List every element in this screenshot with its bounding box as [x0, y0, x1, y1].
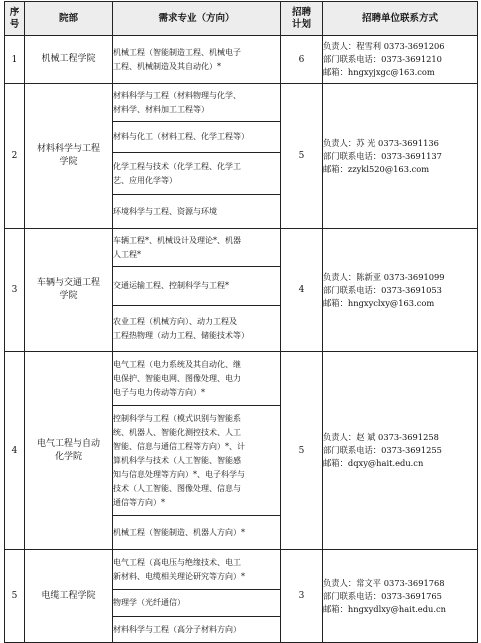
recruitment-plan: 4	[281, 229, 323, 352]
row-number: 2	[5, 84, 25, 229]
header-contact: 招聘单位联系方式	[323, 2, 478, 36]
college-name-line: 车辆与交通工程	[36, 278, 100, 288]
specialty-cell	[113, 36, 281, 84]
header-row	[5, 2, 478, 36]
college-name-line: 学院	[59, 157, 78, 167]
specialty-line: 新材料、电缆相关理论研究等方向）*	[113, 571, 245, 581]
college-name	[25, 352, 113, 550]
specialty-line: 通信等方向）*	[113, 497, 165, 507]
specialty-cell	[113, 122, 281, 153]
contact-phone: 部门联系电话：0373-3691210	[323, 54, 442, 64]
contact-person: 负责人：常文平 0373-3691768	[323, 577, 445, 588]
specialty-line: 电保护、智能电网、图像处理、电力	[113, 373, 241, 383]
contact-email: 邮箱：hngxyclxy@163.com	[323, 297, 435, 308]
specialty-cell	[113, 590, 281, 617]
contact-email: 邮箱：hngxyjxgc@163.com	[323, 67, 435, 77]
college-name-line: 材料科学与工程	[36, 144, 100, 154]
header-major: 需求专业（方向）	[113, 2, 281, 36]
specialty-line: 车辆工程*、机械设计及理论*、机器	[113, 235, 241, 245]
specialty-line: 电子与电力传动等方向）*	[113, 387, 205, 397]
specialty-cell	[113, 617, 281, 643]
specialty-line: 电气工程（高电压与绝缘技术、电工	[113, 557, 241, 567]
specialty-line: 工程热物理（动力工程、储能技术等）	[113, 330, 249, 340]
specialty-line: 艺、应用化学等）	[113, 175, 177, 185]
header-college: 院部	[25, 2, 113, 36]
contact-info	[323, 36, 478, 84]
recruitment-plan: 6	[281, 36, 323, 84]
specialty-line: 知与信息处理等方向）*、电子科学与	[113, 469, 245, 479]
specialty-line: 机械工程（智能制造、机器人方向）*	[113, 527, 245, 537]
college-name	[25, 229, 113, 352]
contact-email: 邮箱：hngxydlxy@hait.edu.cn	[323, 603, 446, 614]
specialty-line: 材料科学与工程（高分子材料方向）	[113, 624, 241, 634]
college-name-line: 电缆工程学院	[41, 590, 96, 601]
specialty-line: 人工程*	[113, 249, 141, 259]
recruitment-plan: 3	[281, 550, 323, 643]
contact-person: 负责人：赵 斌 0373-3691258	[323, 432, 439, 442]
table-row	[5, 550, 478, 590]
specialty-cell	[113, 153, 281, 195]
specialty-cell	[113, 267, 281, 306]
contact-info	[323, 550, 478, 643]
specialty-line: 技术（人工智能、图像处理、信息与	[113, 483, 241, 493]
specialty-line: 机械工程（智能制造工程、机械电子	[113, 47, 241, 57]
contact-info	[323, 352, 478, 550]
contact-phone: 部门联系电话：0373-3691053	[323, 284, 442, 295]
specialty-line: 交通运输工程、控制科学与工程*	[113, 281, 229, 290]
specialty-line: 化学工程与技术（化学工程、化学工	[113, 161, 241, 171]
specialty-line: 物理学（光纤通信）	[113, 598, 185, 607]
header-plan: 招聘 计划	[281, 2, 323, 36]
college-name-line: 机械工程学院	[41, 54, 96, 64]
specialty-line: 工程、机械制造及其自动化）*	[113, 61, 221, 71]
row-number: 4	[5, 352, 25, 550]
contact-email: 邮箱：zzykl520@163.com	[323, 163, 430, 174]
specialty-cell	[113, 352, 281, 406]
specialty-cell	[113, 550, 281, 590]
specialty-line: 算机科学与技术（人工智能、智能感	[113, 455, 241, 465]
college-name-line: 化学院	[54, 451, 82, 462]
contact-person: 负责人：陈新亚 0373-3691099	[323, 271, 445, 282]
table-row	[5, 84, 478, 122]
specialty-cell	[113, 195, 281, 229]
specialty-line: 智能、信息与通信工程等方向）*、计	[113, 441, 245, 451]
table-row	[5, 352, 478, 406]
recruitment-table	[4, 1, 478, 643]
college-name	[25, 36, 113, 84]
specialty-line: 材料与化工（材料工程、化学工程等）	[113, 132, 249, 141]
specialty-cell	[113, 406, 281, 516]
specialty-cell	[113, 84, 281, 122]
contact-phone: 部门联系电话：0373-3691137	[323, 150, 442, 161]
specialty-cell	[113, 229, 281, 267]
row-number: 1	[5, 36, 25, 84]
specialty-line: 统、机器人、智能化测控技术、人工	[113, 427, 241, 437]
recruitment-plan: 5	[281, 352, 323, 550]
row-number: 3	[5, 229, 25, 352]
specialty-line: 环境科学与工程、资源与环境	[113, 206, 217, 216]
contact-person: 负责人：苏 光 0373-3691136	[323, 137, 439, 148]
header-seq: 序 号	[5, 2, 25, 36]
table-row	[5, 229, 478, 267]
specialty-cell	[113, 306, 281, 352]
row-number: 5	[5, 550, 25, 643]
specialty-line: 材料科学与工程（材料物理与化学、	[113, 90, 241, 100]
contact-person: 负责人：程雪利 0373-3691206	[323, 41, 445, 51]
specialty-line: 材料学、材料加工工程等）	[113, 104, 209, 114]
specialty-cell	[113, 516, 281, 550]
college-name-line: 电气工程与自动	[36, 438, 100, 449]
contact-phone: 部门联系电话：0373-3691255	[323, 445, 442, 455]
specialty-line: 农业工程（机械方向）、动力工程及	[113, 316, 237, 326]
contact-phone: 部门联系电话：0373-3691765	[323, 590, 442, 601]
specialty-line: 控制科学与工程（模式识别与智能系	[113, 413, 241, 423]
contact-email: 邮箱：dqxy@hait.edu.cn	[323, 458, 424, 468]
contact-info	[323, 84, 478, 229]
table-row	[5, 36, 478, 84]
college-name	[25, 84, 113, 229]
college-name-line: 学院	[59, 291, 78, 301]
contact-info	[323, 229, 478, 352]
college-name	[25, 550, 113, 643]
recruitment-plan: 5	[281, 84, 323, 229]
specialty-line: 电气工程（电力系统及其自动化、继	[113, 359, 241, 369]
